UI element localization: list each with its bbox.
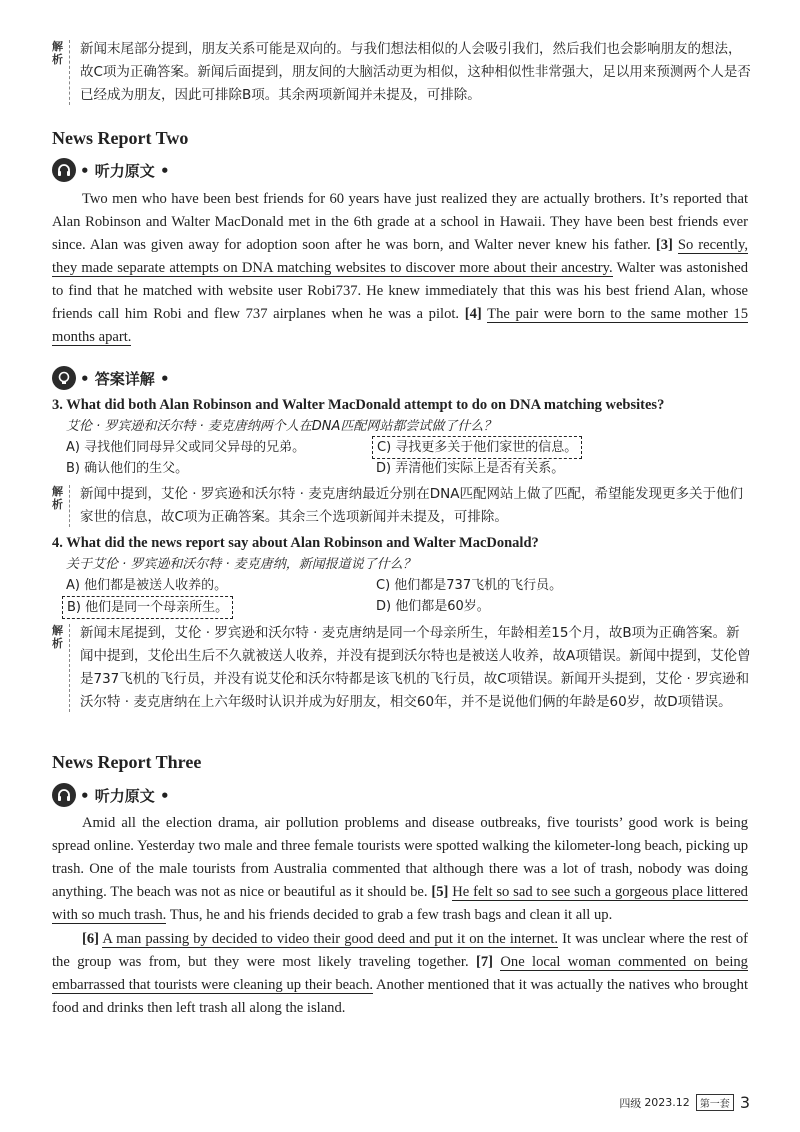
option-d: D) 弄清他们实际上是否有关系。 xyxy=(376,461,565,476)
answers-label: • 答案详解 • xyxy=(80,369,170,388)
question-translation: 艾伦 · 罗宾逊和沃尔特 · 麦克唐纳两个人在DNA匹配网站都尝试做了什么？ xyxy=(66,419,497,434)
key-sentence: So recently, they made separate attempts on DNA matching websites to discover more about their ancestry. xyxy=(52,237,748,276)
footer-level: 四级 xyxy=(619,1096,642,1110)
analysis-tag: 解析 xyxy=(52,40,63,66)
option-d: D) 他们都是60岁。 xyxy=(376,599,490,614)
options xyxy=(66,575,752,617)
transcript-label: • 听力原文 • xyxy=(80,161,170,180)
option-a: A) 寻找他们同母异父或同父异母的兄弟。 xyxy=(66,440,306,455)
question-translation: 关于艾伦 · 罗宾逊和沃尔特 · 麦克唐纳，新闻报道说了什么？ xyxy=(66,557,416,572)
footer-volume: 第一套 xyxy=(696,1094,734,1111)
key-sentence: He felt so sad to see such a gorgeous place littered with so much trash. xyxy=(52,884,748,923)
analysis-tag: 解析 xyxy=(52,485,63,511)
analysis-divider xyxy=(69,40,70,105)
option-c: C) 他们都是737飞机的飞行员。 xyxy=(376,578,563,593)
transcript-badge xyxy=(52,157,170,183)
question-title: 4. What did the news report say about Alan Robinson and Walter MacDonald? xyxy=(52,535,539,551)
analysis-divider xyxy=(69,485,70,527)
section-title: News Report Three xyxy=(52,752,202,772)
key-sentence: A man passing by decided to video their good deed and put it on the internet. xyxy=(102,931,559,947)
transcript-paragraph: Two men who have been best friends for 60 years have just realized they are actually brothers. It’s reported that Alan Robinson and Walter MacDonald met in the 6th grade at a school in Hawaii. They have been best friends ever since. Alan was given away for adoption soon after he was born, and Walter never knew his father. [3] So recently, they made separate attempts on DNA matching websites to discover more about their ancestry. Walter was astonished to find that he matched with website user Robi737. He knew immediately that this was his best friend Alan, whose friends call him Robi and flew 737 airplanes when he was a pilot. [4] The pair were born to the same mother 15 months apart. xyxy=(52,191,748,345)
section-title: News Report Two xyxy=(52,128,189,148)
marker: [3] xyxy=(655,237,673,253)
option-c-correct: C) 寻找更多关于他们家世的信息。 xyxy=(372,436,582,459)
analysis-tag: 解析 xyxy=(52,624,63,650)
transcript-paragraph: [6] A man passing by decided to video their good deed and put it on the internet. It was unclear where the rest of the group was from, but they were most likely traveling together. [7] One local woman commented on being embarrassed that tourists were cleaning up their beach. Another mentioned that it was actually the natives who brought food and drinks then left trash all along the island. xyxy=(52,931,749,1016)
option-b: B) 确认他们的生父。 xyxy=(66,461,189,476)
analysis-block xyxy=(52,483,752,529)
question-4 xyxy=(52,533,752,617)
marker: [4] xyxy=(464,306,482,322)
key-sentence: The pair were born to the same mother 15 months apart. xyxy=(52,306,748,345)
question-title: 3. What did both Alan Robinson and Walter MacDonald attempt to do on DNA matching websites? xyxy=(52,397,665,413)
page-number: 3 xyxy=(739,1093,750,1112)
options xyxy=(66,437,752,479)
marker: [7] xyxy=(475,954,493,970)
analysis-text: 新闻中提到，艾伦 · 罗宾逊和沃尔特 · 麦克唐纳最近分别在DNA匹配网站上做了匹配，希望能发现更多关于他们家世的信息，故C项为正确答案。其余三个选项新闻并未提及，可排除。 xyxy=(80,486,743,525)
transcript-paragraph: Amid all the election drama, air pollution problems and disease outbreaks, five tourists’ good work is being spread online. Yesterday two male and three female tourists were spotted walking the kilometer-long beach, picking up trash. One of the male tourists from Australia commented that although there was a lot of trash, nobody was doing anything. The beach was not as nice or beautiful as it should be. [5] He felt so sad to see such a gorgeous place littered with so much trash. Thus, he and his friends decided to grab a few trash bags and clean it all up. xyxy=(52,815,748,923)
headphones-icon xyxy=(52,158,76,182)
transcript-badge xyxy=(52,782,170,808)
footer-issue: 2023.12 xyxy=(644,1096,690,1109)
page-footer xyxy=(619,1093,750,1112)
analysis-text: 新闻末尾提到，艾伦 · 罗宾逊和沃尔特 · 麦克唐纳是同一个母亲所生，年龄相差15个月，故B项为正确答案。新闻中提到，艾伦出生后不久就被送人收养，并没有提到沃尔特也是被送人收养，故A项错误。新闻中提到，艾伦曾是737飞机的飞行员，并没有说艾伦和沃尔特都是该飞机的飞行员，故C项错误。新闻开头提到，艾伦 · 罗宾逊和沃尔特 · 麦克唐纳在上六年级时认识并成为好朋友，相交60年，并不是说他们俩的年龄是60岁，故D项错误。 xyxy=(80,625,751,710)
analysis-block xyxy=(52,622,752,714)
option-b-correct: B) 他们是同一个母亲所生。 xyxy=(62,596,233,619)
answers-badge xyxy=(52,365,170,391)
bulb-icon xyxy=(52,366,76,390)
question-3 xyxy=(52,395,752,479)
marker: [5] xyxy=(431,884,449,900)
option-a: A) 他们都是被送人收养的。 xyxy=(66,578,228,593)
marker: [6] xyxy=(82,931,100,947)
analysis-block xyxy=(52,38,752,107)
analysis-text: 新闻末尾部分提到，朋友关系可能是双向的。与我们想法相似的人会吸引我们，然后我们也会影响朋友的想法，故C项为正确答案。新闻后面提到，朋友间的大脑活动更为相似，这种相似性非常强大，足以用来预测两个人是否已经成为朋友，因此可排除B项。其余两项新闻并未提及，可排除。 xyxy=(80,41,751,103)
headphones-icon xyxy=(52,783,76,807)
transcript-label: • 听力原文 • xyxy=(80,786,170,805)
key-sentence: One local woman commented on being embarrassed that tourists were cleaning up their beach. xyxy=(52,954,748,993)
analysis-divider xyxy=(69,624,70,712)
